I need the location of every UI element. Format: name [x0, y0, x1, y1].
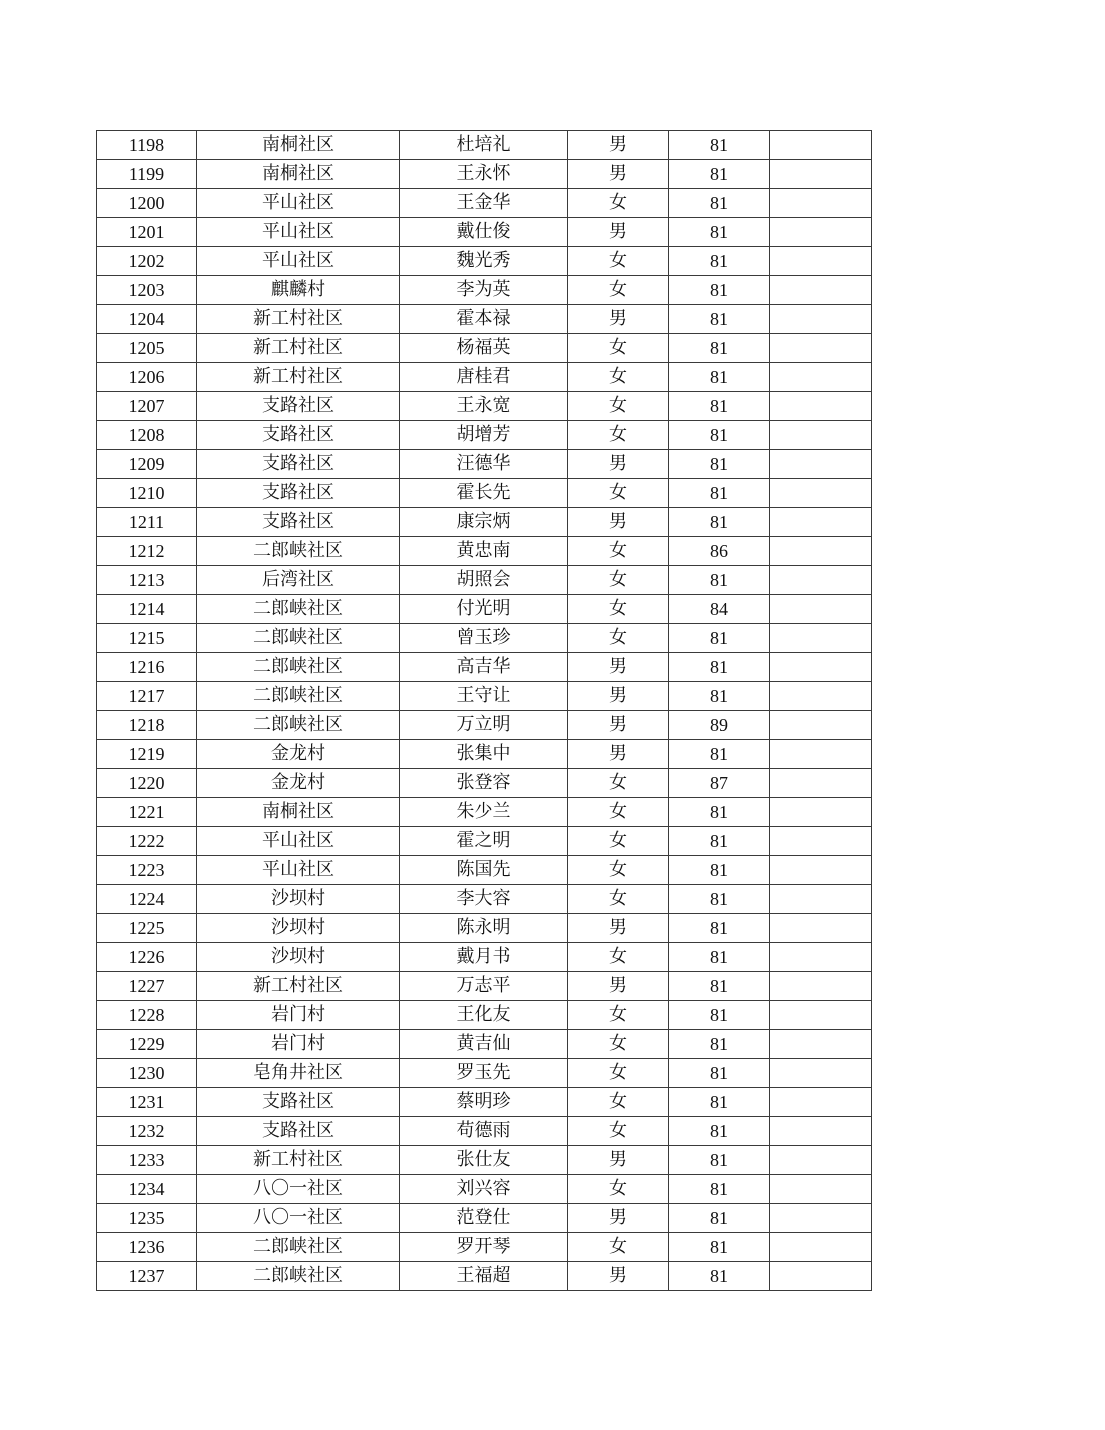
community-cell: 金龙村 [197, 769, 400, 798]
table-row [97, 1001, 872, 1030]
community-cell: 八〇一社区 [197, 1204, 400, 1233]
community-cell: 二郎峡社区 [197, 624, 400, 653]
gender-cell: 男 [568, 1204, 669, 1233]
table-row [97, 972, 872, 1001]
note-cell [770, 972, 872, 1001]
community-cell: 南桐社区 [197, 798, 400, 827]
community-cell: 支路社区 [197, 450, 400, 479]
community-cell: 支路社区 [197, 392, 400, 421]
community-cell: 支路社区 [197, 508, 400, 537]
age-cell: 81 [669, 363, 770, 392]
note-cell [770, 131, 872, 160]
person-name-cell: 王福超 [400, 1262, 568, 1291]
note-cell [770, 508, 872, 537]
note-cell [770, 1233, 872, 1262]
note-cell [770, 421, 872, 450]
community-cell: 二郎峡社区 [197, 682, 400, 711]
age-cell: 81 [669, 1175, 770, 1204]
age-cell: 81 [669, 653, 770, 682]
person-name-cell: 戴月书 [400, 943, 568, 972]
community-cell: 支路社区 [197, 421, 400, 450]
person-name-cell: 霍之明 [400, 827, 568, 856]
serial-number-cell: 1204 [97, 305, 197, 334]
note-cell [770, 885, 872, 914]
table-row [97, 769, 872, 798]
community-cell: 沙坝村 [197, 943, 400, 972]
person-name-cell: 王永怀 [400, 160, 568, 189]
age-cell: 81 [669, 856, 770, 885]
table-row [97, 1233, 872, 1262]
table-row [97, 131, 872, 160]
table-row [97, 798, 872, 827]
note-cell [770, 856, 872, 885]
person-name-cell: 曾玉珍 [400, 624, 568, 653]
table-row [97, 334, 872, 363]
serial-number-cell: 1211 [97, 508, 197, 537]
person-name-cell: 高吉华 [400, 653, 568, 682]
gender-cell: 女 [568, 1059, 669, 1088]
community-cell: 南桐社区 [197, 131, 400, 160]
table-row [97, 189, 872, 218]
note-cell [770, 189, 872, 218]
person-name-cell: 陈永明 [400, 914, 568, 943]
person-name-cell: 苟德雨 [400, 1117, 568, 1146]
serial-number-cell: 1218 [97, 711, 197, 740]
gender-cell: 女 [568, 276, 669, 305]
age-cell: 81 [669, 972, 770, 1001]
gender-cell: 女 [568, 189, 669, 218]
gender-cell: 男 [568, 305, 669, 334]
serial-number-cell: 1225 [97, 914, 197, 943]
serial-number-cell: 1205 [97, 334, 197, 363]
community-cell: 平山社区 [197, 856, 400, 885]
gender-cell: 男 [568, 450, 669, 479]
note-cell [770, 827, 872, 856]
note-cell [770, 450, 872, 479]
note-cell [770, 595, 872, 624]
table-row [97, 508, 872, 537]
age-cell: 81 [669, 450, 770, 479]
gender-cell: 男 [568, 711, 669, 740]
gender-cell: 女 [568, 943, 669, 972]
serial-number-cell: 1199 [97, 160, 197, 189]
table-row [97, 1030, 872, 1059]
note-cell [770, 160, 872, 189]
gender-cell: 男 [568, 914, 669, 943]
community-cell: 沙坝村 [197, 885, 400, 914]
note-cell [770, 537, 872, 566]
age-cell: 81 [669, 682, 770, 711]
age-cell: 89 [669, 711, 770, 740]
community-cell: 二郎峡社区 [197, 711, 400, 740]
community-cell: 新工村社区 [197, 305, 400, 334]
gender-cell: 女 [568, 334, 669, 363]
person-name-cell: 张集中 [400, 740, 568, 769]
community-cell: 八〇一社区 [197, 1175, 400, 1204]
gender-cell: 女 [568, 537, 669, 566]
note-cell [770, 276, 872, 305]
community-cell: 新工村社区 [197, 1146, 400, 1175]
gender-cell: 女 [568, 1117, 669, 1146]
table-row [97, 160, 872, 189]
age-cell: 81 [669, 885, 770, 914]
age-cell: 81 [669, 1146, 770, 1175]
person-name-cell: 唐桂君 [400, 363, 568, 392]
person-name-cell: 刘兴容 [400, 1175, 568, 1204]
gender-cell: 女 [568, 798, 669, 827]
note-cell [770, 566, 872, 595]
table-row [97, 1204, 872, 1233]
age-cell: 84 [669, 595, 770, 624]
table-row [97, 392, 872, 421]
person-name-cell: 朱少兰 [400, 798, 568, 827]
table-row [97, 1146, 872, 1175]
age-cell: 81 [669, 1233, 770, 1262]
person-name-cell: 范登仕 [400, 1204, 568, 1233]
person-name-cell: 戴仕俊 [400, 218, 568, 247]
community-cell: 二郎峡社区 [197, 1262, 400, 1291]
gender-cell: 女 [568, 1001, 669, 1030]
serial-number-cell: 1198 [97, 131, 197, 160]
gender-cell: 男 [568, 160, 669, 189]
person-name-cell: 杨福英 [400, 334, 568, 363]
gender-cell: 女 [568, 247, 669, 276]
note-cell [770, 1117, 872, 1146]
person-name-cell: 黄吉仙 [400, 1030, 568, 1059]
serial-number-cell: 1210 [97, 479, 197, 508]
community-cell: 沙坝村 [197, 914, 400, 943]
person-name-cell: 王金华 [400, 189, 568, 218]
note-cell [770, 914, 872, 943]
table-row [97, 218, 872, 247]
note-cell [770, 1088, 872, 1117]
person-name-cell: 张仕友 [400, 1146, 568, 1175]
table-row [97, 1088, 872, 1117]
age-cell: 81 [669, 1117, 770, 1146]
age-cell: 81 [669, 218, 770, 247]
table-row [97, 885, 872, 914]
serial-number-cell: 1227 [97, 972, 197, 1001]
table-row [97, 624, 872, 653]
table-row [97, 595, 872, 624]
person-name-cell: 魏光秀 [400, 247, 568, 276]
note-cell [770, 1204, 872, 1233]
note-cell [770, 218, 872, 247]
person-name-cell: 黄忠南 [400, 537, 568, 566]
note-cell [770, 1146, 872, 1175]
table-row [97, 479, 872, 508]
serial-number-cell: 1229 [97, 1030, 197, 1059]
person-name-cell: 万立明 [400, 711, 568, 740]
age-cell: 81 [669, 160, 770, 189]
age-cell: 87 [669, 769, 770, 798]
gender-cell: 女 [568, 595, 669, 624]
table-row [97, 827, 872, 856]
table-row [97, 305, 872, 334]
gender-cell: 女 [568, 624, 669, 653]
gender-cell: 女 [568, 566, 669, 595]
table-row [97, 914, 872, 943]
serial-number-cell: 1213 [97, 566, 197, 595]
gender-cell: 女 [568, 421, 669, 450]
gender-cell: 女 [568, 769, 669, 798]
serial-number-cell: 1203 [97, 276, 197, 305]
serial-number-cell: 1214 [97, 595, 197, 624]
person-name-cell: 李为英 [400, 276, 568, 305]
note-cell [770, 798, 872, 827]
note-cell [770, 1001, 872, 1030]
age-cell: 81 [669, 1204, 770, 1233]
community-cell: 南桐社区 [197, 160, 400, 189]
note-cell [770, 1059, 872, 1088]
roster-table [96, 130, 872, 1291]
table-row [97, 1175, 872, 1204]
gender-cell: 男 [568, 653, 669, 682]
community-cell: 二郎峡社区 [197, 537, 400, 566]
note-cell [770, 943, 872, 972]
note-cell [770, 624, 872, 653]
community-cell: 新工村社区 [197, 972, 400, 1001]
gender-cell: 女 [568, 1233, 669, 1262]
age-cell: 81 [669, 943, 770, 972]
person-name-cell: 罗开琴 [400, 1233, 568, 1262]
note-cell [770, 682, 872, 711]
community-cell: 平山社区 [197, 218, 400, 247]
serial-number-cell: 1237 [97, 1262, 197, 1291]
note-cell [770, 392, 872, 421]
table-row [97, 566, 872, 595]
gender-cell: 女 [568, 363, 669, 392]
note-cell [770, 363, 872, 392]
community-cell: 支路社区 [197, 1117, 400, 1146]
gender-cell: 女 [568, 827, 669, 856]
age-cell: 81 [669, 247, 770, 276]
community-cell: 平山社区 [197, 247, 400, 276]
person-name-cell: 康宗炳 [400, 508, 568, 537]
gender-cell: 男 [568, 972, 669, 1001]
table-row [97, 450, 872, 479]
age-cell: 81 [669, 1030, 770, 1059]
community-cell: 麒麟村 [197, 276, 400, 305]
table-row [97, 421, 872, 450]
community-cell: 二郎峡社区 [197, 653, 400, 682]
serial-number-cell: 1206 [97, 363, 197, 392]
note-cell [770, 334, 872, 363]
serial-number-cell: 1232 [97, 1117, 197, 1146]
age-cell: 81 [669, 798, 770, 827]
table-row [97, 682, 872, 711]
serial-number-cell: 1222 [97, 827, 197, 856]
age-cell: 81 [669, 624, 770, 653]
age-cell: 81 [669, 827, 770, 856]
person-name-cell: 陈国先 [400, 856, 568, 885]
table-row [97, 537, 872, 566]
table-row [97, 1117, 872, 1146]
serial-number-cell: 1207 [97, 392, 197, 421]
community-cell: 新工村社区 [197, 334, 400, 363]
note-cell [770, 247, 872, 276]
gender-cell: 男 [568, 682, 669, 711]
roster-table-body [97, 131, 872, 1291]
table-row [97, 276, 872, 305]
serial-number-cell: 1219 [97, 740, 197, 769]
community-cell: 岩门村 [197, 1030, 400, 1059]
serial-number-cell: 1231 [97, 1088, 197, 1117]
gender-cell: 男 [568, 1146, 669, 1175]
serial-number-cell: 1221 [97, 798, 197, 827]
serial-number-cell: 1223 [97, 856, 197, 885]
serial-number-cell: 1234 [97, 1175, 197, 1204]
serial-number-cell: 1235 [97, 1204, 197, 1233]
person-name-cell: 李大容 [400, 885, 568, 914]
person-name-cell: 万志平 [400, 972, 568, 1001]
age-cell: 81 [669, 1001, 770, 1030]
age-cell: 81 [669, 189, 770, 218]
community-cell: 金龙村 [197, 740, 400, 769]
age-cell: 81 [669, 131, 770, 160]
table-row [97, 1262, 872, 1291]
person-name-cell: 王化友 [400, 1001, 568, 1030]
serial-number-cell: 1215 [97, 624, 197, 653]
person-name-cell: 张登容 [400, 769, 568, 798]
person-name-cell: 霍长先 [400, 479, 568, 508]
serial-number-cell: 1233 [97, 1146, 197, 1175]
serial-number-cell: 1202 [97, 247, 197, 276]
table-row [97, 363, 872, 392]
age-cell: 81 [669, 334, 770, 363]
community-cell: 支路社区 [197, 479, 400, 508]
community-cell: 支路社区 [197, 1088, 400, 1117]
table-row [97, 1059, 872, 1088]
gender-cell: 女 [568, 885, 669, 914]
gender-cell: 男 [568, 131, 669, 160]
age-cell: 81 [669, 276, 770, 305]
community-cell: 平山社区 [197, 827, 400, 856]
note-cell [770, 1030, 872, 1059]
table-row [97, 247, 872, 276]
table-row [97, 740, 872, 769]
gender-cell: 女 [568, 392, 669, 421]
community-cell: 皂角井社区 [197, 1059, 400, 1088]
note-cell [770, 711, 872, 740]
gender-cell: 女 [568, 1030, 669, 1059]
age-cell: 81 [669, 392, 770, 421]
gender-cell: 女 [568, 856, 669, 885]
person-name-cell: 蔡明珍 [400, 1088, 568, 1117]
community-cell: 后湾社区 [197, 566, 400, 595]
serial-number-cell: 1226 [97, 943, 197, 972]
age-cell: 81 [669, 479, 770, 508]
person-name-cell: 胡照会 [400, 566, 568, 595]
gender-cell: 男 [568, 508, 669, 537]
table-row [97, 943, 872, 972]
age-cell: 81 [669, 740, 770, 769]
person-name-cell: 王永宽 [400, 392, 568, 421]
age-cell: 81 [669, 421, 770, 450]
note-cell [770, 305, 872, 334]
note-cell [770, 653, 872, 682]
age-cell: 81 [669, 566, 770, 595]
serial-number-cell: 1217 [97, 682, 197, 711]
serial-number-cell: 1236 [97, 1233, 197, 1262]
gender-cell: 男 [568, 740, 669, 769]
serial-number-cell: 1209 [97, 450, 197, 479]
note-cell [770, 479, 872, 508]
serial-number-cell: 1224 [97, 885, 197, 914]
person-name-cell: 汪德华 [400, 450, 568, 479]
person-name-cell: 杜培礼 [400, 131, 568, 160]
serial-number-cell: 1228 [97, 1001, 197, 1030]
table-row [97, 653, 872, 682]
person-name-cell: 罗玉先 [400, 1059, 568, 1088]
community-cell: 二郎峡社区 [197, 595, 400, 624]
serial-number-cell: 1200 [97, 189, 197, 218]
serial-number-cell: 1220 [97, 769, 197, 798]
serial-number-cell: 1230 [97, 1059, 197, 1088]
serial-number-cell: 1212 [97, 537, 197, 566]
community-cell: 二郎峡社区 [197, 1233, 400, 1262]
table-row [97, 711, 872, 740]
gender-cell: 男 [568, 218, 669, 247]
age-cell: 81 [669, 508, 770, 537]
age-cell: 81 [669, 305, 770, 334]
serial-number-cell: 1216 [97, 653, 197, 682]
age-cell: 81 [669, 1088, 770, 1117]
note-cell [770, 769, 872, 798]
person-name-cell: 王守让 [400, 682, 568, 711]
person-name-cell: 付光明 [400, 595, 568, 624]
age-cell: 81 [669, 1059, 770, 1088]
community-cell: 新工村社区 [197, 363, 400, 392]
person-name-cell: 胡增芳 [400, 421, 568, 450]
gender-cell: 女 [568, 1175, 669, 1204]
gender-cell: 男 [568, 1262, 669, 1291]
community-cell: 岩门村 [197, 1001, 400, 1030]
person-name-cell: 霍本禄 [400, 305, 568, 334]
community-cell: 平山社区 [197, 189, 400, 218]
note-cell [770, 1262, 872, 1291]
note-cell [770, 740, 872, 769]
gender-cell: 女 [568, 479, 669, 508]
note-cell [770, 1175, 872, 1204]
table-row [97, 856, 872, 885]
age-cell: 81 [669, 1262, 770, 1291]
gender-cell: 女 [568, 1088, 669, 1117]
serial-number-cell: 1201 [97, 218, 197, 247]
serial-number-cell: 1208 [97, 421, 197, 450]
age-cell: 81 [669, 914, 770, 943]
age-cell: 86 [669, 537, 770, 566]
